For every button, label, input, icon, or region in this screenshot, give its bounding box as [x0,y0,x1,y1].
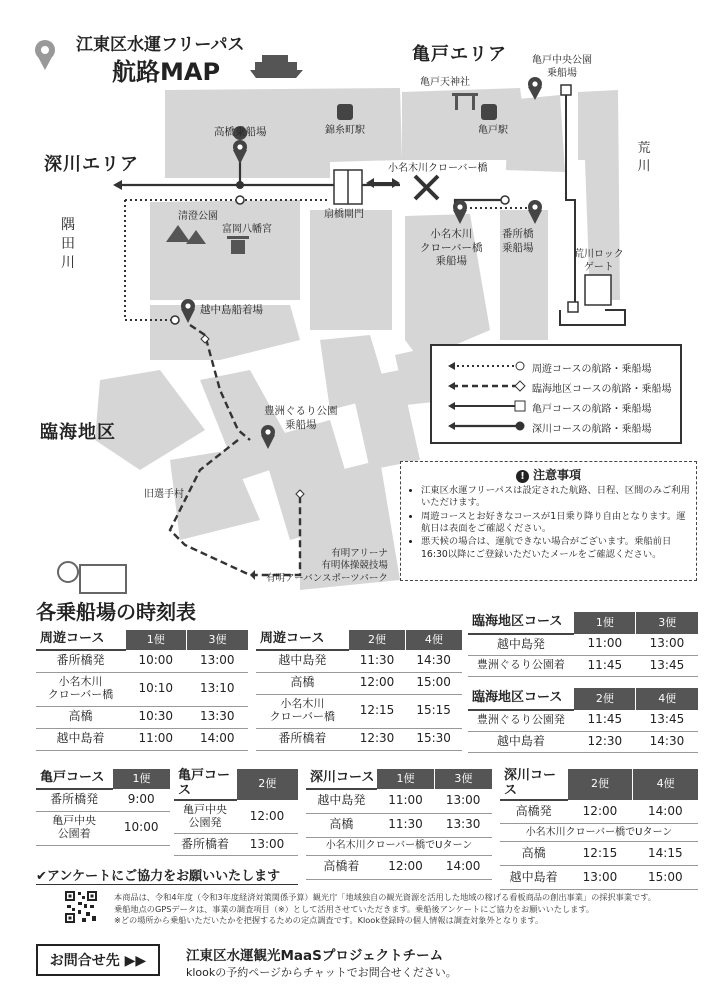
stop-ecchujima: 越中島船着場 [200,304,263,316]
table-row [306,855,492,879]
trip-header: 4便 [636,688,698,710]
contact-team: 江東区水運観光MaaSプロジェクトチーム [186,948,444,964]
time-cell: 12:15 [567,842,632,866]
place-tomioka: 富岡八幡宮 [222,224,272,235]
course-name: 周遊コース [36,630,125,650]
table-row [500,842,698,866]
table-row [468,634,698,655]
area-fukagawa: 深川エリア [44,154,139,175]
footnote: 本商品は、令和4年度（令和3年度経済対策関係予算）観光庁「地域独自の観光資源を活用した地域の稼げる看板商品の創出事業」の採択事業です。 乗船地点のGPSデータは、事業の調査項目（※）として活用させていただきます。乗船後アンケートにご協力をお願いいたします。 ※どの場所から乗船いただいたかを把握するための定点調査です。Klook登録時の個人情報は調査対象外となります。 [114,892,656,926]
legend-label: 深川コースの航路・乗船場 [532,424,652,435]
stop-cell: 小名木川 クローバー橋 [256,694,349,728]
table-row [306,813,492,837]
time-cell: 10:10 [125,672,186,706]
stop-cell: 越中島着 [468,731,574,752]
place-kameido-tenjin: 亀戸天神社 [420,77,470,88]
time-cell: 10:00 [112,811,170,845]
place-ariake: 有明アリーナ 有明体操競技場 有明アーバンスポーツパーク [266,548,388,584]
trip-header: 3便 [187,630,249,650]
time-cell: 10:30 [125,706,186,728]
time-cell: 15:15 [405,694,462,728]
stop-cell: 小名木川 クローバー橋 [36,672,125,706]
time-cell: 10:00 [125,650,186,672]
trip-header: 1便 [377,769,435,789]
stop-cell: 高橋着 [306,855,377,879]
table-row [174,800,298,834]
stop-cell: 高橋 [256,672,349,694]
course-name: 臨海地区コース [468,612,574,634]
table-row [36,728,248,750]
stop-cell: 豊洲ぐるり公園発 [468,710,574,731]
uturn-note: 小名木川クローバー橋でUターン [500,824,698,842]
legend-item-kameido [446,398,678,416]
place-senshumura: 旧選手村 [144,489,184,500]
course-name: 亀戸コース [36,769,112,789]
exclamation-icon: ! [516,470,529,483]
notice-item: • 悪天候の場合は、運航できない場合がございます。乗船前日16:30以降にご登録いただいたメールをご確認ください。 [421,536,690,561]
time-cell: 13:00 [434,789,492,813]
stop-cell: 番所橋発 [36,789,112,811]
time-cell: 11:45 [574,710,636,731]
time-cell: 13:00 [567,866,632,890]
river-sumida: 隅田川 [61,217,75,271]
stop-cell: 番所橋着 [256,728,349,750]
time-cell: 12:30 [349,728,406,750]
table-row [174,834,298,856]
place-kameido-station: 亀戸駅 [478,125,508,136]
table-row [256,650,462,672]
legend-dot-icon [446,420,526,432]
stop-cell: 亀戸中央 公園発 [174,800,236,834]
trip-header: 2便 [567,769,632,800]
stop-cell: 高橋 [36,706,125,728]
legend-item-rinkai [446,378,678,396]
stop-arakawa-lock: 荒川ロック ゲート [574,249,624,273]
timetable-rinkai-1 [468,612,698,677]
time-cell: 12:00 [567,800,632,824]
time-cell: 12:15 [349,694,406,728]
timetable-kameido-2 [174,769,298,856]
table-row [500,800,698,824]
time-cell: 11:30 [377,813,435,837]
trip-header: 3便 [434,769,492,789]
uturn-note: 小名木川クローバー橋でUターン [306,837,492,855]
table-row [306,837,492,855]
stop-cell: 高橋 [306,813,377,837]
time-cell: 13:45 [636,655,698,676]
time-cell: 11:30 [349,650,406,672]
time-cell: 13:00 [236,834,298,856]
river-arakawa: 荒川 [637,141,651,174]
time-cell: 13:10 [187,672,249,706]
trip-header: 1便 [112,769,170,789]
table-row [36,789,170,811]
time-cell: 12:30 [574,731,636,752]
qr-code-icon[interactable] [64,890,98,924]
timetable-fukagawa-1 [306,769,492,880]
time-cell: 13:30 [187,706,249,728]
table-row [468,731,698,752]
time-cell: 12:00 [236,800,298,834]
stop-cell: 越中島発 [306,789,377,813]
legend-square-icon [446,400,526,412]
legend-dashed-icon [446,380,526,392]
title-line2: 航路MAP [112,58,221,86]
notice-item: • 周遊コースとお好きなコースが1日乗り降り自由となります。運航日は表面をご確認ください。 [421,511,690,536]
course-name: 亀戸コース [174,769,236,800]
time-cell: 13:00 [187,650,249,672]
table-row [36,811,170,845]
stop-cell: 高橋発 [500,800,567,824]
time-cell: 12:00 [349,672,406,694]
time-cell: 15:00 [405,672,462,694]
stop-cell: 越中島着 [36,728,125,750]
timetable-rinkai-2 [468,688,698,753]
trip-header: 3便 [636,612,698,634]
time-cell: 11:00 [377,789,435,813]
timetable-fukagawa-2 [500,769,698,890]
time-cell: 15:00 [633,866,698,890]
table-row [500,866,698,890]
survey-underline [36,884,298,885]
time-cell: 9:00 [112,789,170,811]
time-cell: 14:00 [633,800,698,824]
time-cell: 11:00 [574,634,636,655]
course-name: 周遊コース [256,630,349,650]
place-kiyosumi-park: 清澄公園 [178,211,218,222]
trip-header: 4便 [633,769,698,800]
notice-item: • 江東区水運フリーパスは設定された航路、日程、区間のみご利用いただけます。 [421,485,690,510]
legend-label: 周遊コースの航路・乗船場 [532,364,652,375]
stop-cell: 越中島発 [468,634,574,655]
legend-item-shuyu [446,358,678,376]
time-cell: 14:15 [633,842,698,866]
course-name: 深川コース [500,769,567,800]
table-row [36,706,248,728]
time-cell: 14:00 [434,855,492,879]
stop-kameido-chuo: 亀戸中央公園 乗船場 [532,55,592,79]
stop-toyosu: 豊洲ぐるり公園 乗船場 [264,405,338,431]
time-cell: 14:30 [405,650,462,672]
time-cell: 12:00 [377,855,435,879]
table-row [36,650,248,672]
stop-ogibashi: 扇橋閘門 [324,209,364,220]
time-cell: 11:00 [125,728,186,750]
stop-cell: 越中島発 [256,650,349,672]
trip-header: 2便 [349,630,406,650]
trip-header: 2便 [236,769,298,800]
time-cell: 15:30 [405,728,462,750]
place-kinshicho-station: 錦糸町駅 [325,125,365,136]
stop-banshobashi: 番所橋 乗船場 [502,228,534,254]
stop-onagigawa: 小名木川 クローバー橋 乗船場 [420,228,483,268]
stop-cell: 豊洲ぐるり公園着 [468,655,574,676]
table-row [256,728,462,750]
area-kameido: 亀戸エリア [412,44,507,65]
stop-cell: 亀戸中央 公園着 [36,811,112,845]
time-cell: 13:00 [636,634,698,655]
table-row [468,710,698,731]
table-row [500,824,698,842]
table-row [36,672,248,706]
legend-item-fukagawa [446,418,678,436]
time-cell: 14:00 [187,728,249,750]
timetable-shuyu-2 [256,630,462,751]
trip-header: 1便 [125,630,186,650]
timetable-kameido-1 [36,769,170,846]
stop-cell: 越中島着 [500,866,567,890]
contact-description: klookの予約ページからチャットでお問合せください。 [186,966,457,979]
contact-button[interactable]: お問合せ先 ▶▶ [36,944,160,976]
legend-label: 亀戸コースの航路・乗船場 [532,404,652,415]
stop-takahashi: 高橋乗船場 [214,126,267,138]
timetable-shuyu-1 [36,630,248,751]
course-name: 深川コース [306,769,377,789]
legend-dotted-icon [446,360,526,372]
course-name: 臨海地区コース [468,688,574,710]
table-row [468,655,698,676]
survey-request: ✔アンケートにご協力をお願いいたします [36,869,281,884]
time-cell: 13:30 [434,813,492,837]
trip-header: 4便 [405,630,462,650]
legend-label: 臨海地区コースの航路・乗船場 [532,384,672,395]
map-legend [430,344,682,444]
notice-title: ! 注意事項 [401,466,696,483]
area-rinkai: 臨海地区 [40,422,116,443]
table-row [306,789,492,813]
notice-list [401,485,696,561]
stop-onagigawa-cross: 小名木川クローバー橋 [388,163,488,174]
time-cell: 13:45 [636,710,698,731]
stop-cell: 番所橋発 [36,650,125,672]
table-row [256,672,462,694]
title-line1: 江東区水運フリーパス [76,35,245,55]
timetable-title: 各乗船場の時刻表 [36,600,196,624]
time-cell: 14:30 [636,731,698,752]
trip-header: 1便 [574,612,636,634]
trip-header: 2便 [574,688,636,710]
stop-cell: 番所橋着 [174,834,236,856]
stop-cell: 高橋 [500,842,567,866]
time-cell: 11:45 [574,655,636,676]
notice-box [400,461,697,581]
table-row [256,694,462,728]
